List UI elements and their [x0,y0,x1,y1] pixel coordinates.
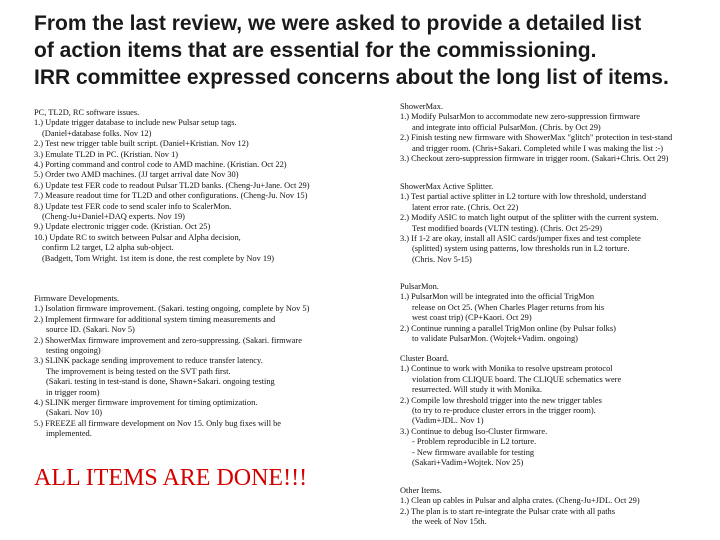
list-item: 9.) Update electronic trigger code. (Kristian. Oct 25) [34,222,211,232]
title-line-1: From the last review, we were asked to provide a detailed list [34,12,642,35]
list-item: 2.) Test new trigger table built script. (Daniel+Kristian. Nov 12) [34,139,249,149]
list-item: 7.) Measure readout time for TL2D and other configurations. (Cheng-Ju. Nov 15) [34,191,308,201]
list-item-detail: The improvement is being tested on the SVT path first. [46,366,231,376]
list-item: 3.) Continue to debug Iso-Cluster firmware. [400,426,548,436]
list-item-detail: violation from CLIQUE board. The CLIQUE schematics were [412,374,622,384]
title-line-3: IRR committee expressed concerns about the long list of items. [34,66,669,89]
list-item: 3.) Emulate TL2D in PC. (Kristian. Nov 1) [34,149,179,159]
firmware-block [34,294,309,440]
section-heading: PC, TL2D, RC software issues. [34,108,140,117]
other-items-block [400,486,640,528]
list-item: 3.) Checkout zero-suppression firmware in trigger room. (Sakari+Chris. Oct 29) [400,154,669,164]
list-item-detail: and trigger room. (Chris+Sakari. Completed while I was making the list :-) [412,143,664,153]
list-item-detail: latent error rate. (Chris. Oct 22) [412,202,519,212]
list-item: 10.) Update RC to switch between Pulsar and Alpha decision, [34,232,241,242]
list-item-detail: (Sakari. testing in test-stand is done, Shawn+Sakari. ongoing testing [46,377,275,387]
list-item: 1.) Continue to work with Monika to resolve upstream protocol [400,364,613,374]
list-item-detail: (Cheng-Ju+Daniel+DAQ experts. Nov 19) [42,212,185,222]
cluster-board-block [400,354,621,468]
section-heading: Other Items. [400,486,442,495]
list-item-detail: Test modified boards (VLTN testing). (Chris. Oct 25-29) [412,223,603,233]
list-item-detail: to validate PulsarMon. (Wojtek+Vadim. ongoing) [412,334,578,344]
list-item-detail: (Sakari+Vadim+Wojtek. Nov 25) [412,458,524,468]
list-item: 5.) FREEZE all firmware development on Nov 15. Only bug fixes will be [34,418,282,428]
title-line-2: of action items that are essential for the commissioning. [34,39,597,62]
list-item-detail: confirm L2 target, L2 alpha sub-object. [42,243,174,253]
list-item: 3.) SLINK package sending improvement to reduce transfer latency. [34,356,263,366]
list-item-detail: source ID. (Sakari. Nov 5) [46,325,135,335]
list-item: 2.) Implement firmware for additional system timing measurements and [34,314,276,324]
list-item: 1.) PulsarMon will be integrated into the official TrigMon [400,292,595,302]
list-item-detail: west coast trip) (CP+Kaori. Oct 29) [412,313,532,323]
list-item: 2.) Finish testing new firmware with ShowerMax "glitch" protection in test-stand [400,133,673,143]
list-item-detail: and integrate into official PulsarMon. (Chris. by Oct 29) [412,122,601,132]
list-item: 1.) Isolation firmware improvement. (Sakari. testing ongoing, complete by Nov 5) [34,304,310,314]
list-item: 1.) Update trigger database to include new Pulsar setup tags. [34,118,237,128]
list-item-detail: in trigger room) [46,387,100,397]
list-item-detail: implemented. [46,429,92,439]
list-item: 1.) Modify PulsarMon to accommodate new zero-suppression firmware [400,112,641,122]
list-item-detail: - New firmware available for testing [412,447,535,457]
showermax-block [400,102,672,164]
software-issues-block [34,108,310,264]
pulsarmon-block [400,282,616,344]
list-item: 2.) Continue running a parallel TrigMon online (by Pulsar folks) [400,323,616,333]
list-item: 8.) Update test FER code to send scaler info to ScalerMon. [34,201,232,211]
list-item: 1.) Test partial active splitter in L2 torture with low threshold, understand [400,192,647,202]
list-item: 2.) Compile low threshold trigger into the new trigger tables [400,395,602,405]
list-item-detail: the week of Nov 15th. [412,517,487,527]
section-heading: Firmware Developments. [34,294,120,303]
list-item-detail: (Vadim+JDL. Nov 1) [412,416,484,426]
list-item: 4.) Porting command and control code to AMD machine. (Kristian. Oct 22) [34,160,287,170]
status-banner: ALL ITEMS ARE DONE!!! [34,465,308,491]
list-item-detail: resurrected. Will study it with Monika. [412,385,542,395]
list-item-detail: (Daniel+database folks. Nov 12) [42,128,152,138]
list-item: 2.) Modify ASIC to match light output of the splitter with the current system. [400,213,659,223]
list-item-detail: testing ongoing) [46,346,101,356]
section-heading: PulsarMon. [400,282,439,291]
list-item-detail: release on Oct 25. (When Charles Plager returns from his [412,302,605,312]
list-item-detail: (Chris. Nov 5-15) [412,254,472,264]
list-item-detail: (Badgett, Tom Wright. 1st item is done, the rest complete by Nov 19) [42,253,275,263]
list-item-detail: (splitted) system using patterns, low thresholds run in L2 torture. [412,244,630,254]
list-item: 1.) Clean up cables in Pulsar and alpha crates. (Cheng-Ju+JDL. Oct 29) [400,496,640,506]
section-heading: ShowerMax Active Splitter. [400,182,494,191]
list-item: 3.) If 1-2 are okay, install all ASIC cards/jumper fixes and test complete [400,234,641,244]
page-title [34,10,714,91]
list-item: 2.) ShowerMax firmware improvement and zero-suppressing. (Sakari. firmware [34,335,302,345]
section-heading: Cluster Board. [400,354,449,363]
list-item: 6.) Update test FER code to readout Pulsar TL2D banks. (Cheng-Ju+Jane. Oct 29) [34,180,310,190]
list-item: 2.) The plan is to start re-integrate the Pulsar crate with all paths [400,506,615,516]
section-heading: ShowerMax. [400,102,444,111]
list-item-detail: - Problem reproducible in L2 torture. [412,437,537,447]
list-item-detail: (Sakari. Nov 10) [46,408,103,418]
list-item-detail: (to try to re-produce cluster errors in the trigger room). [412,406,596,416]
splitter-block [400,182,658,265]
list-item: 4.) SLINK merger firmware improvement for timing optimization. [34,398,258,408]
list-item: 5.) Order two AMD machines. (JJ target arrival date Nov 30) [34,170,239,180]
